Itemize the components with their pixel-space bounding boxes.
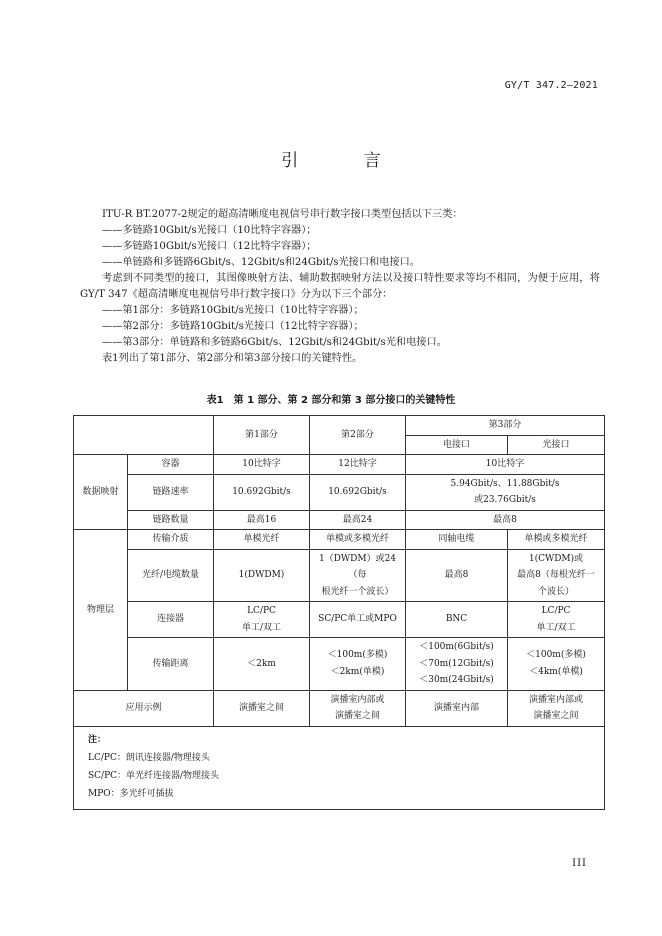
cell: [508, 690, 605, 726]
table-row: [74, 530, 605, 550]
cell: 10.692Gbit/s: [310, 474, 406, 510]
cell-line: ＜2km(单模): [330, 666, 385, 677]
cell: 演播室之间: [214, 690, 310, 726]
row-label: 链路数量: [128, 510, 214, 530]
cell: 演播室内部: [406, 690, 508, 726]
cell: BNC: [406, 602, 508, 638]
consider-paragraph: 考虑到不同类型的接口，其图像映射方法、辅助数据映射方法以及接口特性要求等均不相同，为便于应用，将GY/T 347《超高清晰度电视信号串行数字接口》分为以下三个部分：: [80, 273, 600, 300]
part-line: ——第2部分：多链路10Gbit/s光接口（12比特字容器）；: [102, 321, 364, 332]
group-data-mapping: 数据映射: [74, 455, 128, 530]
cell: 最高8: [406, 549, 508, 602]
intro-line: ITU-R BT.2077-2规定的超高清晰度电视信号串行数字接口类型包括以下三类：: [102, 209, 463, 220]
cell: 12比特字: [310, 455, 406, 475]
table-row: [74, 455, 605, 475]
cell-line: ＜100m(多模): [327, 650, 388, 661]
cell-line: 5.94Gbit/s、11.88Gbit/s: [450, 478, 560, 489]
cell: 单模或多模光纤: [310, 530, 406, 550]
document-code: GY/T 347.2—2021: [504, 80, 598, 91]
cell: 最高24: [310, 510, 406, 530]
cell: 1(DWDM): [214, 549, 310, 602]
cell: [406, 638, 508, 691]
cell-line: 1(CWDM)或: [528, 553, 584, 564]
cell-line: LC/PC: [541, 606, 571, 616]
cell-line: 根光纤一个波长）: [321, 586, 394, 597]
row-label: 传输距离: [128, 638, 214, 691]
row-label: 容器: [128, 455, 214, 475]
header-optical: 光接口: [508, 435, 605, 455]
note-item: LC/PC：朗讯连接器/物理接头: [88, 752, 210, 763]
cell-line: 单工/双工: [241, 622, 282, 633]
key-characteristics-table: [73, 415, 605, 810]
cell-line: ＜100m(6Gbit/s): [419, 642, 494, 652]
page-number: III: [572, 858, 587, 869]
row-label: 链路速率: [128, 474, 214, 510]
cell: 最高16: [214, 510, 310, 530]
group-physical-layer: 物理层: [74, 530, 128, 691]
cell-line: ＜70m(12Gbit/s): [419, 658, 494, 669]
row-label: 传输介质: [128, 530, 214, 550]
header-electrical: 电接口: [406, 435, 508, 455]
row-label: 应用示例: [74, 690, 214, 726]
table-row: [74, 474, 605, 510]
cell: [508, 602, 605, 638]
intro-line: ——单链路和多链路6Gbit/s、12Gbit/s和24Gbit/s光接口和电接口。: [102, 257, 420, 268]
cell-line: 1（DWDM）或24（每: [318, 553, 397, 580]
cell: [406, 474, 605, 510]
cell: [310, 549, 406, 602]
cell: 单模光纤: [214, 530, 310, 550]
cell-line: 演播室内部或: [330, 694, 385, 705]
cell: [310, 638, 406, 691]
cell-line: ＜4km(单模): [529, 666, 583, 677]
cell-line: 单工/双工: [536, 622, 576, 633]
cell: ＜2km: [214, 638, 310, 691]
cell: 10比特字: [406, 455, 605, 475]
table-row: [74, 690, 605, 726]
table-intro: 表1列出了第1部分、第2部分和第3部分接口的关键特性。: [102, 353, 363, 364]
header-blank-cell: [74, 416, 214, 455]
part-line: ——第1部分：多链路10Gbit/s光接口（10比特字容器）；: [102, 305, 364, 316]
table-row: [74, 602, 605, 638]
row-label: 光纤/电缆数量: [128, 549, 214, 602]
cell: SC/PC单工或MPO: [310, 602, 406, 638]
header-part2: 第2部分: [310, 416, 406, 455]
table-caption: 表1 第 1 部分、第 2 部分和第 3 部分接口的关键特性: [206, 395, 456, 406]
notes-cell: [74, 726, 605, 809]
cell-line: 个波长）: [538, 586, 575, 597]
cell: [508, 638, 605, 691]
table-notes-row: [74, 726, 605, 809]
note-item: SC/PC：单光纤连接器/物理接头: [88, 770, 220, 781]
cell-line: LC/PC: [247, 606, 276, 616]
cell: [310, 690, 406, 726]
cell: [508, 549, 605, 602]
cell-line: 演播室之间: [334, 711, 380, 721]
notes-title: 注：: [88, 734, 107, 745]
cell-line: 最高8（每根光纤一: [517, 570, 595, 580]
intro-line: ——多链路10Gbit/s光接口（10比特字容器）；: [102, 225, 317, 236]
page-title: 引 言: [281, 151, 411, 171]
cell-line: 演播室之间: [533, 711, 579, 721]
cell: 同轴电缆: [406, 530, 508, 550]
cell-line: ＜30m(24Gbit/s): [419, 675, 494, 685]
note-item: MPO：多光纤可插拔: [88, 788, 174, 799]
row-label: 连接器: [128, 602, 214, 638]
cell: 单模或多模光纤: [508, 530, 605, 550]
cell: 10.692Gbit/s: [214, 474, 310, 510]
intro-line: ——多链路10Gbit/s光接口（12比特字容器）；: [102, 241, 317, 252]
table-row: [74, 638, 605, 691]
table-row: [74, 510, 605, 530]
table-row: [74, 549, 605, 602]
cell-line: 或23.76Gbit/s: [474, 495, 536, 505]
cell-line: ＜100m(多模): [526, 650, 586, 661]
intro-block: [80, 207, 600, 367]
header-part1: 第1部分: [214, 416, 310, 455]
part-line: ——第3部分：单链路和多链路6Gbit/s、12Gbit/s和24Gbit/s光和电接口。: [102, 337, 447, 348]
cell: 10比特字: [214, 455, 310, 475]
cell: 最高8: [406, 510, 605, 530]
header-part3: 第3部分: [406, 416, 605, 436]
cell-line: 演播室内部或: [529, 694, 584, 705]
table-header-row: [74, 416, 605, 436]
cell: [214, 602, 310, 638]
